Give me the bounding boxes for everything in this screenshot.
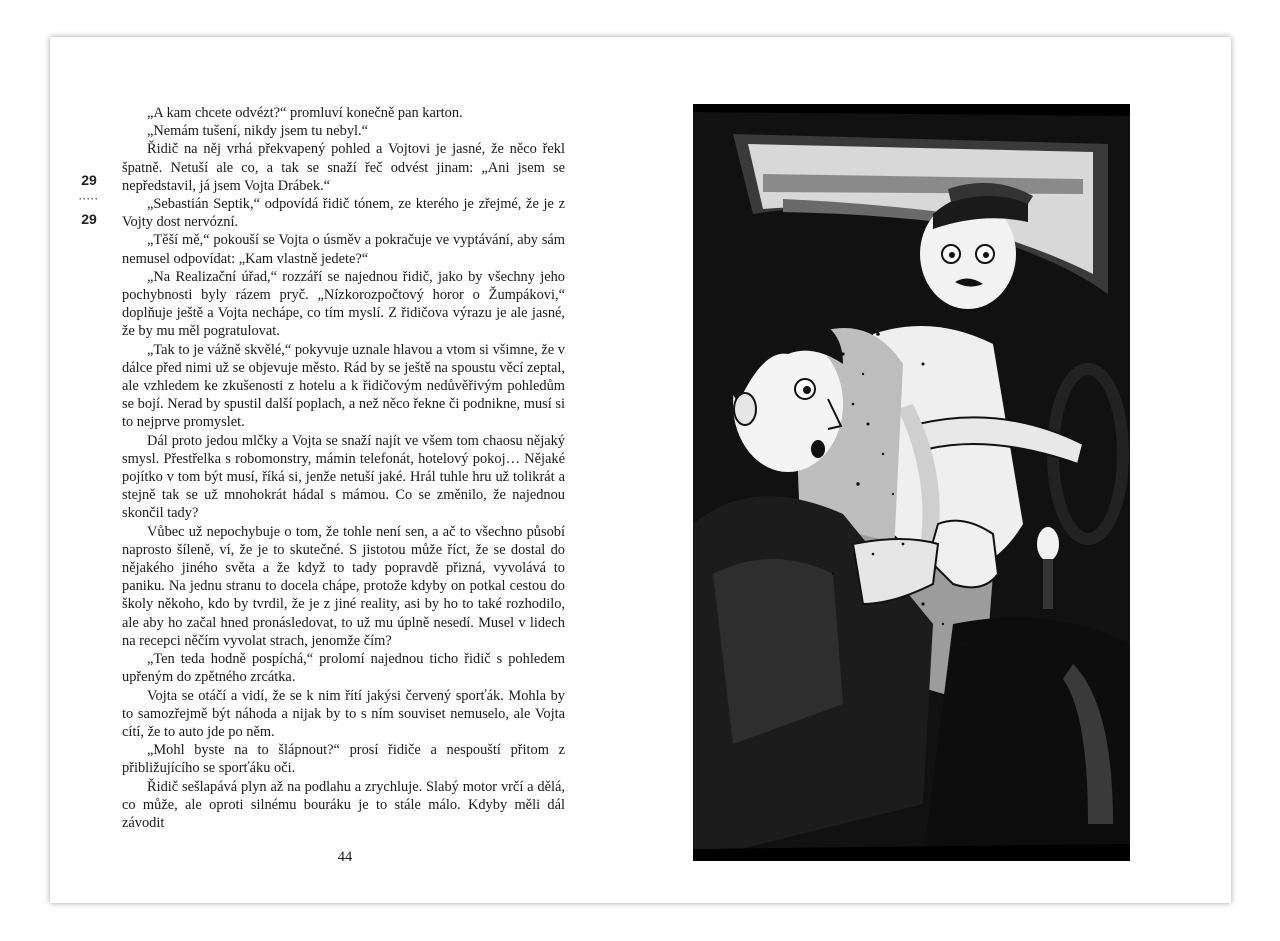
illustration-drawing (693, 104, 1130, 861)
right-page (640, 37, 1231, 903)
paragraph: „Ten teda hodně pospíchá,“ prolomí najednou ticho řidič s pohledem upřeným do zpětného zrcátka. (122, 651, 565, 686)
paragraph: „Mohl byste na to šlápnout?“ prosí řidiče a nespouští přitom z přibližujícího se sporťáku oči. (122, 742, 565, 777)
paragraph: Dál proto jedou mlčky a Vojta se snaží najít ve všem tom chaosu nějaký smysl. Přestřelka s robomonstry, mámin telefonát, hotelový pokoj… Nějaké pojítko v tom být musí, říká si, jenže netuší jaké. Hrál tuhle hru už tolikrát a stejně tak se už mnohokrát hádal s mámou. Co se změnilo, že najednou skončil tady? (122, 432, 565, 522)
paragraph: „Nemám tušení, nikdy jsem tu nebyl.“ (147, 123, 369, 140)
illustration-car-scene (693, 104, 1130, 861)
left-page (50, 37, 640, 903)
paragraph: „Tak to je vážně skvělé,“ pokyvuje uznale hlavou a vtom si všimne, že v dálce před nimi už se objevuje město. Rád by se ještě na spoustu věcí zeptal, ale vzhledem ke zkušenosti z hotelu a k řidičovým nedůvěřivým pohledům se bojí. Nerad by spustil další poplach, a než něco řekne či podnikne, musí si to nejprve promyslet. (122, 341, 565, 431)
book-spread (50, 37, 1231, 903)
paragraph: „Sebastián Septik,“ odpovídá řidič tónem, ze kterého je zřejmé, že je z Vojty dost nervózní. (122, 196, 565, 231)
paragraph: „Na Realizační úřad,“ rozzáří se najednou řidič, jako by všechny jeho pochybnosti byly rázem pryč. „Nízkorozpočtový horor o Žumpákovi,“ doplňuje ještě a Vojta nechápe, co tím myslí. Z řidičova výrazu je ale jasné, že by mu měl pogratulovat. (122, 268, 565, 340)
chapter-dots: ····· (79, 194, 99, 204)
chapter-number-bottom: 29 (81, 211, 97, 227)
page-number: 44 (337, 849, 353, 865)
chapter-number-top: 29 (81, 172, 97, 188)
chapter-marker (78, 171, 100, 228)
paragraph: Řidič sešlapává plyn až na podlahu a zrychluje. Slabý motor vrčí a dělá, co může, ale oproti silnému bouráku je to stále málo. Kdyby měli dál závodit (122, 778, 565, 831)
paragraph: Vojta se otáčí a vidí, že se k nim řítí jakýsi červený sporťák. Mohla by to samozřejmě být náhoda a nijak by to s ním souviset nemuselo, ale Vojta cítí, že to auto jde po něm. (122, 687, 565, 740)
paragraph: Řidič na něj vrhá překvapený pohled a Vojtovi je jasné, že něco řekl špatně. Netuší ale co, a tak se snaží řeč odvést jinam: „Ani jsem se nepředstavil, já jsem Vojta Drábek.“ (122, 141, 565, 194)
body-text (122, 104, 565, 832)
paragraph: „Těší mě,“ pokouší se Vojta o úsměv a pokračuje ve vyptávání, aby sám nemusel odpovídat: „Kam vlastně jedete?“ (122, 232, 565, 267)
paragraph: „A kam chcete odvézt?“ promluví konečně pan karton. (147, 105, 463, 121)
paragraph: Vůbec už nepochybuje o tom, že tohle není sen, a ač to všechno působí naprosto šíleně, ví, že je to skutečné. S jistotou může říct, že se dostal do nějakého jiného světa a že když to tady popravdě přizná, vyvolává to paniku. Na jednu stranu to docela chápe, protože kdyby on potkal cestou do školy někoho, kdo by tvrdil, že je z jiné reality, asi by ho to také rozhodilo, ale aby ho začal hned pronásledovat, to už mu úplně nesedí. Musel v lidech na recepci něčím vyvolat strach, jenomže čím? (122, 523, 565, 649)
